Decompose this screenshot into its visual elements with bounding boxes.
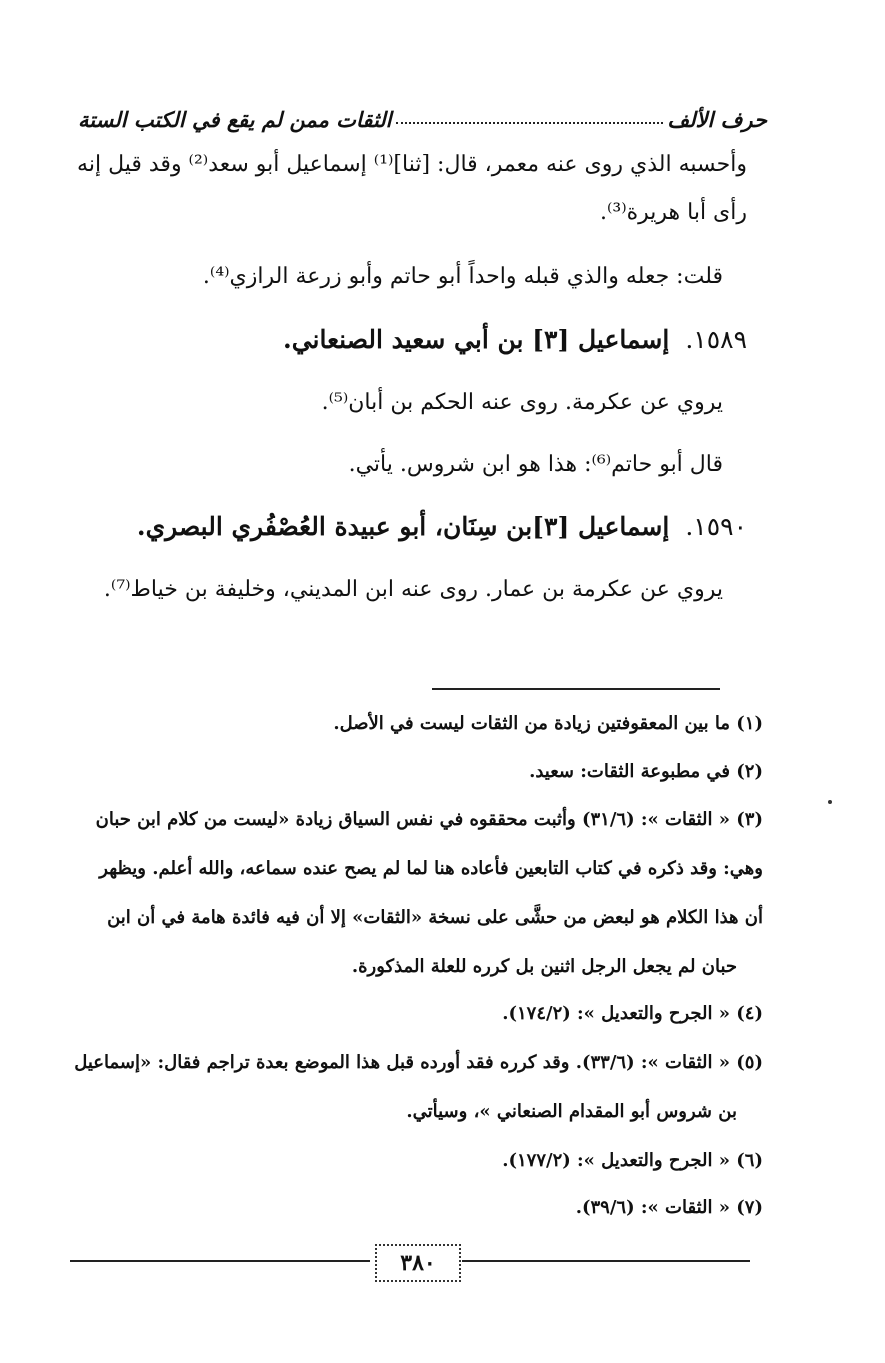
footnote-separator (432, 688, 720, 690)
footnote-7: (٧) « الثقات »: (٣٩/٦). (575, 1197, 763, 1218)
header-dot-leader (396, 122, 664, 124)
header-section: حرف الألف (667, 107, 767, 132)
para2: قلت: جعله والذي قبله واحداً أبو حاتم وأبو زرعة الرازي⁽⁴⁾. (202, 264, 723, 289)
scan-speck (828, 800, 832, 804)
entry-1589-number: ١٥٨٩. (685, 325, 747, 354)
footer-rule-left (70, 1260, 370, 1262)
page-number: ٣٨٠ (375, 1244, 461, 1282)
footnote-3-line2: وهي: وقد ذكره في كتاب التابعين فأعاده هنا لما لم يصح عنده سماعه، والله أعلم. ويظهر (99, 858, 763, 879)
footnote-2: (٢) في مطبوعة الثقات: سعيد. (529, 761, 763, 782)
running-header (78, 96, 767, 132)
footnote-4: (٤) « الجرح والتعديل »: (١٧٤/٢). (502, 1003, 763, 1024)
entry-1589-line2: قال أبو حاتم⁽⁶⁾: هذا هو ابن شروس. يأتي. (348, 452, 723, 477)
footnote-3-line3: أن هذا الكلام هو لبعض من حشَّى على نسخة «الثقات» إلا أن فيه فائدة هامة في أن ابن (107, 907, 763, 928)
footnote-3-line4: حبان لم يجعل الرجل اثنين بل كرره للعلة المذكورة. (351, 956, 737, 977)
entry-1590-name: إسماعيل [٣]بن سِنَان، أبو عبيدة العُصْفُري البصري. (136, 512, 670, 541)
para1-line1: وأحسبه الذي روى عنه معمر، قال: [ثنا]⁽¹⁾ إسماعيل أبو سعد⁽²⁾ وقد قيل إنه (77, 152, 747, 177)
header-book-title: الثقات ممن لم يقع في الكتب الستة (78, 107, 392, 132)
footnote-5-line2: بن شروس أبو المقدام الصنعاني »، وسيأتي. (406, 1101, 737, 1122)
entry-1590-heading (137, 512, 747, 541)
footnote-1: (١) ما بين المعقوفتين زيادة من الثقات ليست في الأصل. (333, 713, 763, 734)
footnote-3-line1: (٣) « الثقات »: (٣١/٦) وأثبت محققوه في نفس السياق زيادة «ليست من كلام ابن حبان (95, 809, 763, 830)
entry-1590-line1: يروي عن عكرمة بن عمار. روى عنه ابن المديني، وخليفة بن خياط⁽⁷⁾. (103, 577, 723, 602)
footnote-6: (٦) « الجرح والتعديل »: (١٧٧/٢). (502, 1150, 763, 1171)
footer-rule-right (462, 1260, 750, 1262)
page-footer (70, 1242, 750, 1282)
entry-1589-heading (283, 325, 747, 354)
para1-line2: رأى أبا هريرة⁽³⁾. (599, 200, 747, 225)
entry-1590-number: ١٥٩٠. (685, 512, 747, 541)
entry-1589-line1: يروي عن عكرمة. روى عنه الحكم بن أبان⁽⁵⁾. (321, 390, 723, 415)
footnote-5-line1: (٥) « الثقات »: (٣٣/٦). وقد كرره فقد أورده قبل هذا الموضع بعدة تراجم فقال: «إسماعيل (74, 1052, 763, 1073)
entry-1589-name: إسماعيل [٣] بن أبي سعيد الصنعاني. (282, 325, 670, 354)
